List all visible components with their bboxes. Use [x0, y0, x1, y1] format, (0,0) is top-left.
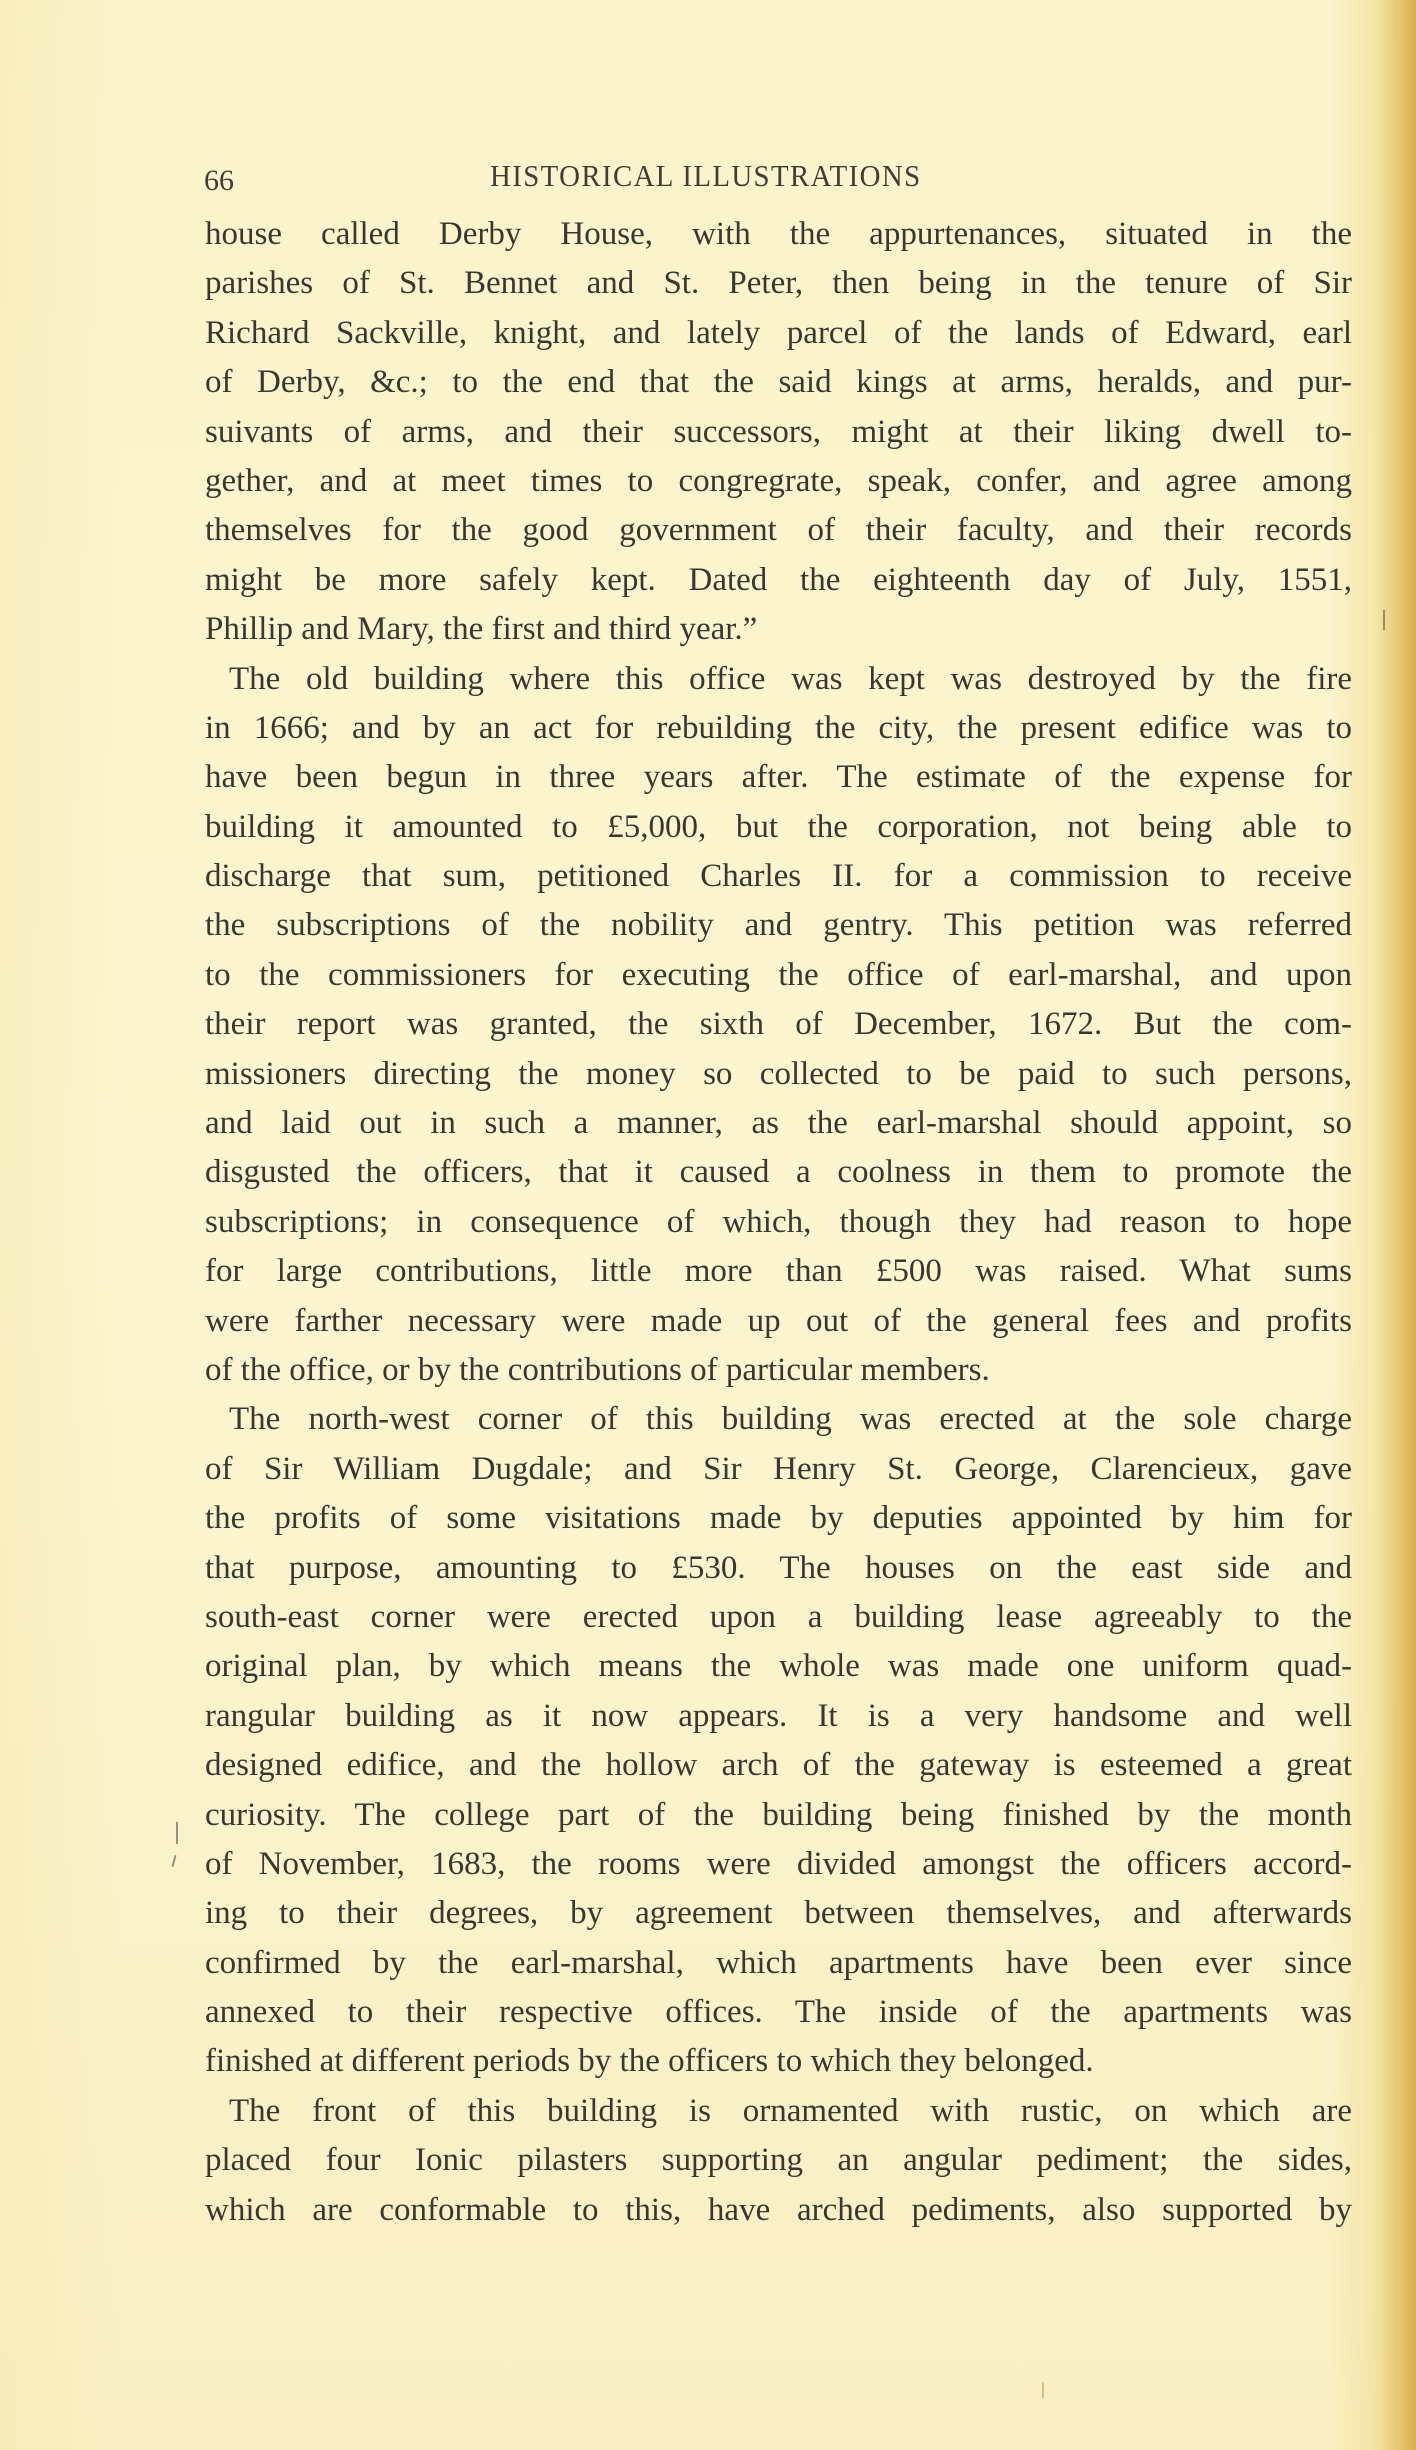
text-line: subscriptions; in consequence of which, though they had reason to hope [205, 1203, 1352, 1240]
text-line: Richard Sackville, knight, and lately parcel of the lands of Edward, earl [205, 314, 1352, 351]
text-line: of November, 1683, the rooms were divided amongst the officers accord- [205, 1845, 1352, 1882]
running-head [204, 158, 1354, 202]
text-line: finished at different periods by the officers to which they belonged. [205, 2043, 1094, 2080]
text-line: south-east corner were erected upon a building lease agreeably to the [205, 1598, 1352, 1635]
text-line: and laid out in such a manner, as the earl-marshal should appoint, so [205, 1105, 1352, 1142]
text-line: of Sir William Dugdale; and Sir Henry St. George, Clarencieux, gave [205, 1450, 1352, 1487]
text-line: ing to their degrees, by agreement between themselves, and afterwards [205, 1895, 1352, 1932]
text-line: gether, and at meet times to congregrate, speak, confer, and agree among [205, 462, 1352, 499]
text-line: rangular building as it now appears. It is a very handsome and well [205, 1697, 1352, 1734]
text-line: the subscriptions of the nobility and gentry. This petition was referred [205, 907, 1352, 944]
text-line: in 1666; and by an act for rebuilding the city, the present edifice was to [205, 709, 1352, 746]
text-line: curiosity. The college part of the building being finished by the month [205, 1796, 1352, 1833]
text-line: to the commissioners for executing the office of earl-marshal, and upon [205, 956, 1352, 993]
text-line: designed edifice, and the hollow arch of the gateway is esteemed a great [205, 1747, 1352, 1784]
text-line: which are conformable to this, have arched pediments, also supported by [205, 2191, 1352, 2228]
text-line: annexed to their respective offices. The inside of the apartments was [205, 1994, 1352, 2031]
text-line: The front of this building is ornamented with rustic, on which are [229, 2092, 1352, 2129]
text-line: house called Derby House, with the appurtenances, situated in the [205, 216, 1352, 252]
text-line: disgusted the officers, that it caused a coolness in them to promote the [205, 1154, 1352, 1191]
text-line: suivants of arms, and their successors, might at their liking dwell to- [205, 413, 1352, 450]
text-line: might be more safely kept. Dated the eighteenth day of July, 1551, [205, 561, 1352, 598]
text-line: The north-west corner of this building was erected at the sole charge [229, 1401, 1352, 1438]
text-line: that purpose, amounting to £530. The houses on the east side and [205, 1549, 1352, 1586]
text-line: their report was granted, the sixth of December, 1672. But the com- [205, 1006, 1352, 1043]
text-line: were farther necessary were made up out of the general fees and profits [205, 1302, 1352, 1339]
margin-mark [171, 1855, 176, 1867]
page-number: 66 [204, 164, 234, 197]
text-line: confirmed by the earl-marshal, which apartments have been ever since [205, 1944, 1352, 1981]
margin-mark [176, 1822, 178, 1844]
text-line: for large contributions, little more than £500 was raised. What sums [205, 1253, 1352, 1290]
text-line: The old building where this office was kept was destroyed by the fire [229, 660, 1352, 697]
text-line: themselves for the good government of their faculty, and their records [205, 512, 1352, 549]
text-line: of the office, or by the contributions of particular members. [205, 1351, 990, 1388]
text-line: original plan, by which means the whole was made one uniform quad- [205, 1648, 1352, 1685]
paper-speck [1042, 2382, 1044, 2398]
text-line: the profits of some visitations made by deputies appointed by him for [205, 1500, 1352, 1537]
running-title: HISTORICAL ILLUSTRATIONS [490, 158, 922, 193]
text-line: missioners directing the money so collected to be paid to such persons, [205, 1055, 1352, 1092]
text-line: parishes of St. Bennet and St. Peter, then being in the tenure of Sir [205, 265, 1352, 302]
text-line: building it amounted to £5,000, but the corporation, not being able to [205, 808, 1352, 845]
text-line: placed four Ionic pilasters supporting an angular pediment; the sides, [205, 2142, 1352, 2179]
margin-mark [1383, 610, 1385, 630]
body-text [205, 210, 1352, 2235]
text-line: of Derby, &c.; to the end that the said kings at arms, heralds, and pur- [205, 364, 1352, 401]
text-line: discharge that sum, petitioned Charles II. for a commission to receive [205, 858, 1352, 895]
text-line: have been begun in three years after. The estimate of the expense for [205, 759, 1352, 796]
text-line: Phillip and Mary, the first and third year.” [205, 611, 758, 648]
